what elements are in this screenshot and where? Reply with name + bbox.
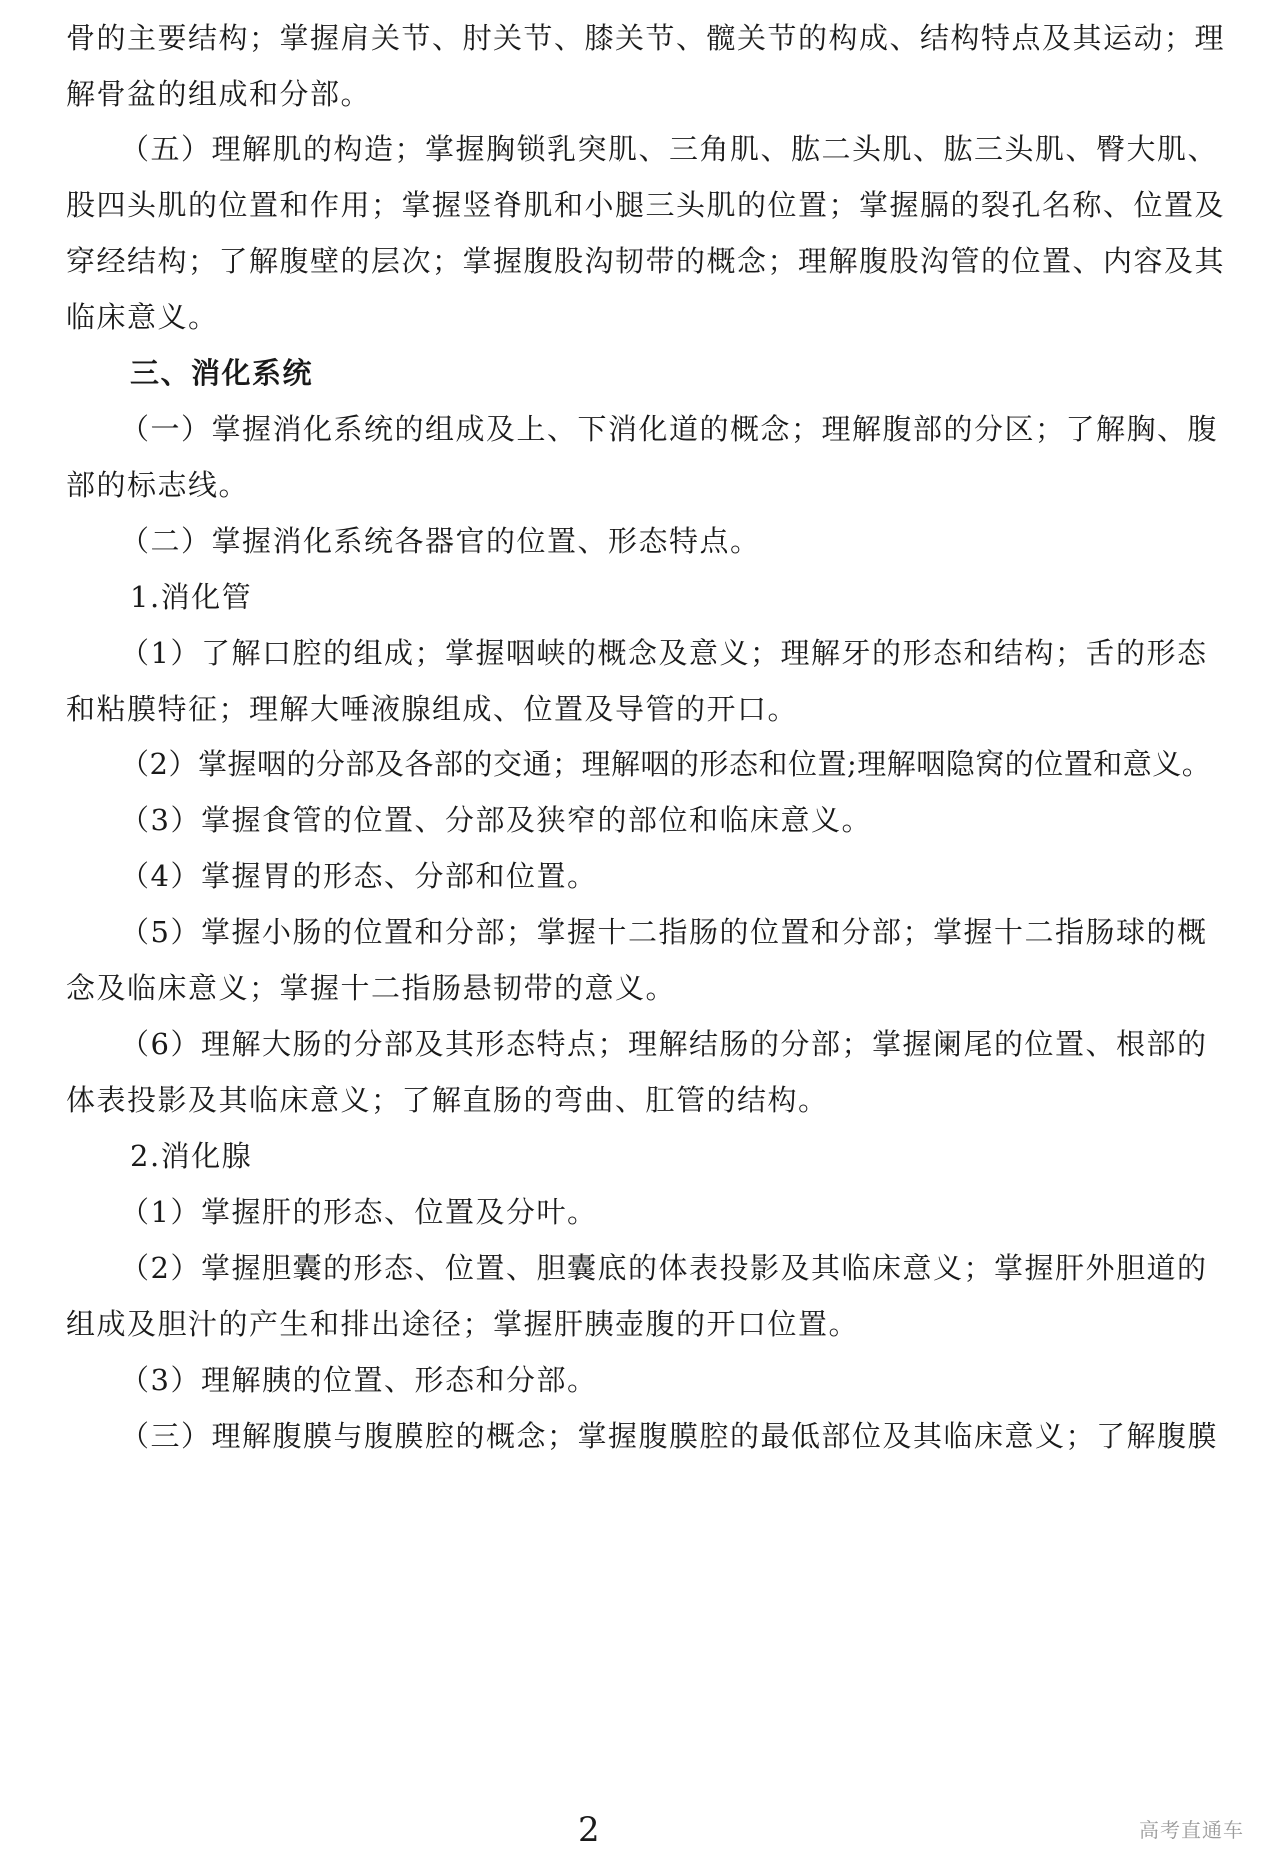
list-item: （6）理解大肠的分部及其形态特点；理解结肠的分部；掌握阑尾的位置、根部的 [120,1027,1208,1061]
text-line: 股四头肌的位置和作用；掌握竖脊肌和小腿三头肌的位置；掌握膈的裂孔名称、位置及 [66,188,1226,222]
list-item: （2）掌握咽的分部及各部的交通；理解咽的形态和位置;理解咽隐窝的位置和意义。 [120,747,1212,781]
section-title: 三、消化系统 [130,356,314,390]
list-item: （3）掌握食管的位置、分部及狭窄的部位和临床意义。 [120,803,872,837]
list-item: （1）掌握肝的形态、位置及分叶。 [120,1195,598,1229]
text-line: 和粘膜特征；理解大唾液腺组成、位置及导管的开口。 [66,692,799,726]
text-line: 临床意义。 [66,300,219,334]
list-item: （2）掌握胆囊的形态、位置、胆囊底的体表投影及其临床意义；掌握肝外胆道的 [120,1251,1208,1285]
text-line: 穿经结构；了解腹壁的层次；掌握腹股沟韧带的概念；理解腹股沟管的位置、内容及其 [66,244,1226,278]
text-line: 念及临床意义；掌握十二指肠悬韧带的意义。 [66,971,677,1005]
watermark: 高考直通车 [1139,1818,1244,1842]
list-item: （4）掌握胃的形态、分部和位置。 [120,859,598,893]
text-line: 解骨盆的组成和分部。 [66,77,372,111]
page-number: 2 [578,1810,600,1850]
paragraph-heading: （一）掌握消化系统的组成及上、下消化道的概念；理解腹部的分区；了解胸、腹 [120,412,1219,446]
text-line: 部的标志线。 [66,468,250,502]
subsection-title: 1.消化管 [130,580,253,614]
text-line: 体表投影及其临床意义；了解直肠的弯曲、肛管的结构。 [66,1083,829,1117]
list-item: （5）掌握小肠的位置和分部；掌握十二指肠的位置和分部；掌握十二指肠球的概 [120,915,1208,949]
paragraph-heading: （五）理解肌的构造；掌握胸锁乳突肌、三角肌、肱二头肌、肱三头肌、臀大肌、 [120,132,1219,166]
list-item: （3）理解胰的位置、形态和分部。 [120,1363,598,1397]
paragraph-heading: （二）掌握消化系统各器官的位置、形态特点。 [120,524,761,558]
text-line: 骨的主要结构；掌握肩关节、肘关节、膝关节、髋关节的构成、结构特点及其运动；理 [66,21,1226,55]
list-item: （1）了解口腔的组成；掌握咽峡的概念及意义；理解牙的形态和结构；舌的形态 [120,636,1208,670]
paragraph-heading: （三）理解腹膜与腹膜腔的概念；掌握腹膜腔的最低部位及其临床意义；了解腹膜 [120,1419,1219,1453]
text-line: 组成及胆汁的产生和排出途径；掌握肝胰壶腹的开口位置。 [66,1307,860,1341]
subsection-title: 2.消化腺 [130,1139,253,1173]
